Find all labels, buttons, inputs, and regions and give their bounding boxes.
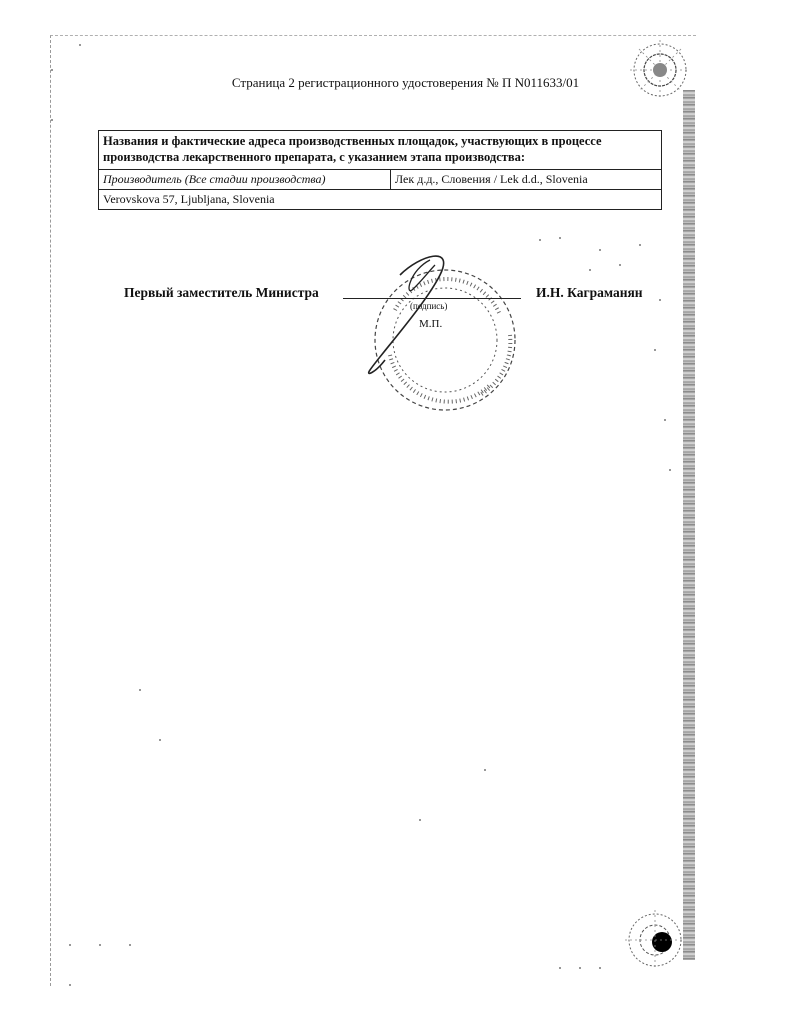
manufacturer-address: Verovskova 57, Ljubljana, Slovenia	[99, 190, 662, 210]
manufacturer-label: Производитель (Все стадии производства)	[99, 170, 391, 190]
manufacturer-value: Лек д.д., Словения / Lek d.d., Slovenia	[391, 170, 662, 190]
signatory-name: И.Н. Каграманян	[536, 285, 643, 300]
page-title: Страница 2 регистрационного удостоверения № П N011633/01	[231, 75, 580, 90]
signature-caption: (подпись)	[410, 301, 448, 311]
seal-placeholder: М.П.	[419, 318, 443, 330]
table-heading: Названия и фактические адреса производственных площадок, участвующих в процессе производства лекарственного препарата, с указанием этапа производства:	[99, 131, 662, 170]
signatory-title: Первый заместитель Министра	[124, 285, 319, 300]
